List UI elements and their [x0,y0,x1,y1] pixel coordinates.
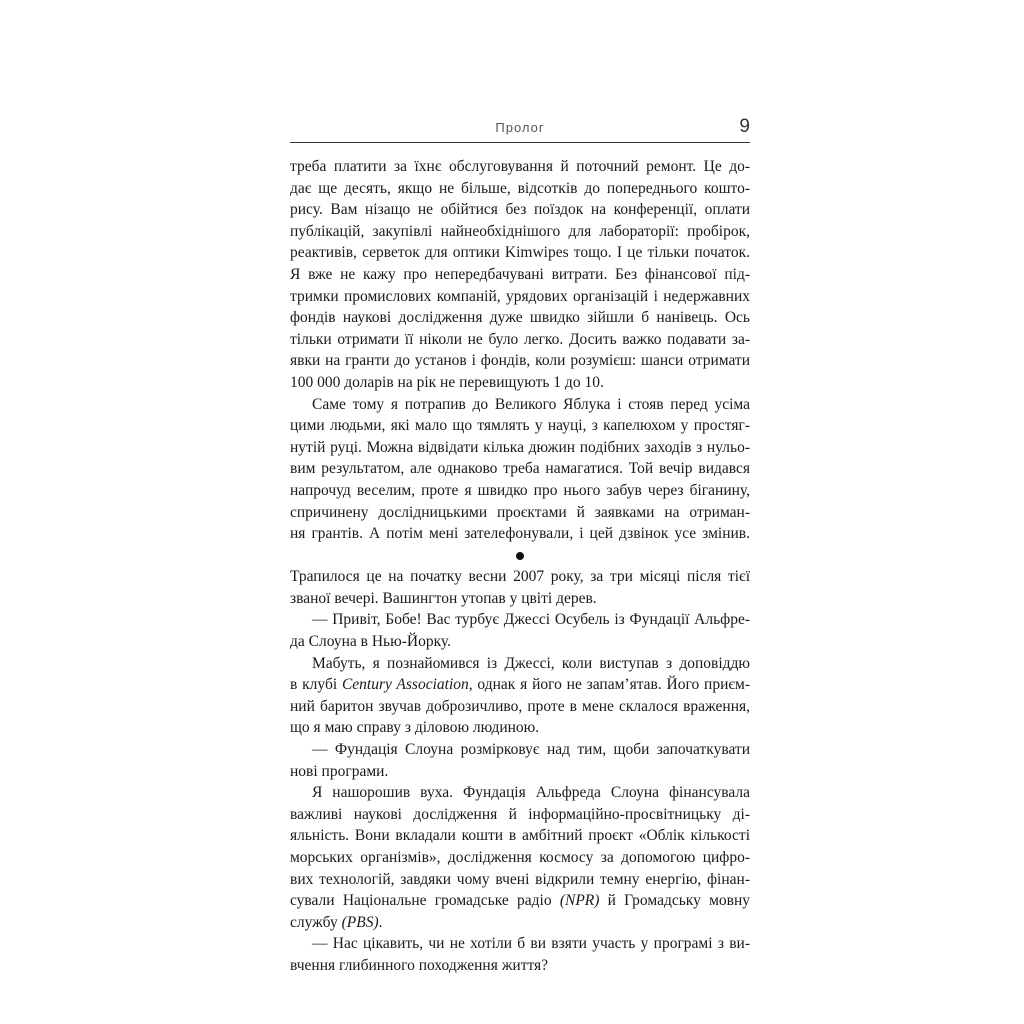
text-line: нові програми. [290,762,389,780]
text-line: важливі наукові дослідження й інформаційно-просвітницьку ді- [290,805,750,823]
text-fragment: сували Національне громадське радіо [290,892,560,910]
page-body [290,156,750,977]
dialogue-paragraph [290,739,750,782]
text-line: тільки отримати її ніколи не було легко. Досить важко подавати за- [290,330,750,348]
text-fragment: службу [290,913,342,931]
paragraph-continuation [290,156,750,394]
italic-abbreviation: (NPR) [559,892,600,910]
text-line [290,912,750,934]
text-line: треба платити за їхнє обслуговування й поточний ремонт. Це до- [290,158,750,175]
text-line: тримки промислових компаній, урядових організацій і недержавних [290,287,750,305]
text-line [290,674,750,696]
italic-abbreviation: (PBS) [341,913,379,931]
text-line: фондів наукові дослідження дуже швидко зійшли б нанівець. Ось [290,309,750,327]
text-line: вих технологій, завдяки чому вчені відкрили темну енергію, фінан- [290,870,750,888]
text-line: Саме тому я потрапив до Великого Яблука і стояв перед усіма [312,395,750,413]
text-line: ня грантів. А потім мені зателефонували, і цей дзвінок усе змінив. [290,525,750,543]
text-line: цими людьми, які мало що тямлять у науці, з капелюхом у простяг- [290,417,750,435]
text-line: да Слоуна в Нью-Йорку. [290,633,451,651]
text-line: яльність. Вони вкладали кошти в амбітний проєкт «Облік кількості [290,827,750,845]
text-fragment: в клубі [290,676,342,694]
text-line: ний баритон звучав доброзичливо, проте в мене склалося враження, [290,697,750,715]
text-fragment: , однак я його не запам’ятав. Його приєм- [468,676,750,694]
paragraph [290,394,750,545]
text-line: Мабуть, я познайомився із Джессі, коли виступав з доповіддю [312,654,750,672]
text-line: рису. Вам нізащо не обійтися без поїздок на конференції, оплати [290,201,750,219]
text-line: морських організмів», дослідження космосу за допомогою цифро- [290,849,750,866]
text-line: 100 000 доларів на рік не перевищують 1 до 10. [290,373,604,391]
text-line: вим результатом, але однаково треба намагатися. Той вечір видався [290,460,750,478]
text-fragment: . [378,913,383,931]
text-line: напрочуд веселим, проте я швидко про нього забув через біганину, [290,481,750,499]
dialogue-paragraph [290,933,750,976]
bullet-dot-icon [516,552,524,560]
text-line: — Фундація Слоуна розмірковує над тим, щоби започаткувати [312,741,750,759]
text-line: реактивів, серветок для оптики Kimwipes тощо. І це тільки початок. [290,244,750,262]
text-line: вчення глибинного походження життя? [290,956,549,974]
section-divider [290,545,750,567]
text-line: явки на гранти до установ і фондів, коли розумієш: шанси отримати [290,352,750,370]
text-line: нутій руці. Можна відвідати кілька дюжин подібних заходів з нульо- [290,438,750,456]
text-line: дає ще десять, якщо не більше, відсотків до попереднього кошто- [290,179,750,197]
text-line: що я маю справу з діловою людиною. [290,719,540,737]
text-line: Я нашорошив вуха. Фундація Альфреда Слоуна фінансувала [312,784,750,802]
italic-club-name: Century Association [341,676,469,694]
text-line: — Привіт, Бобе! Вас турбує Джессі Осубель із Фундації Альфре- [312,611,750,629]
section-title: Пролог [495,120,545,135]
text-fragment: й Громадську мовну [599,892,750,910]
text-line: публікацій, закупівлі найнеобхіднішого для лабораторії: пробірок, [290,222,750,240]
text-line: спричинену дослідницькими проєктами й заявками на отриман- [290,503,750,521]
page-number: 9 [739,116,750,137]
paragraph [290,566,750,609]
text-line: Трапилося це на початку весни 2007 року, за три місяці після тієї [290,568,750,586]
paragraph [290,782,750,933]
running-header [290,118,750,143]
text-line: Я вже не кажу про непередбачувані витрати. Без фінансової під- [290,265,750,283]
text-line [290,890,750,912]
text-line: званої вечері. Вашингтон утопав у цвіті дерев. [290,589,597,607]
dialogue-paragraph [290,609,750,652]
text-line: — Нас цікавить, чи не хотіли б ви взяти участь у програмі з ви- [312,935,750,953]
paragraph [290,653,750,739]
